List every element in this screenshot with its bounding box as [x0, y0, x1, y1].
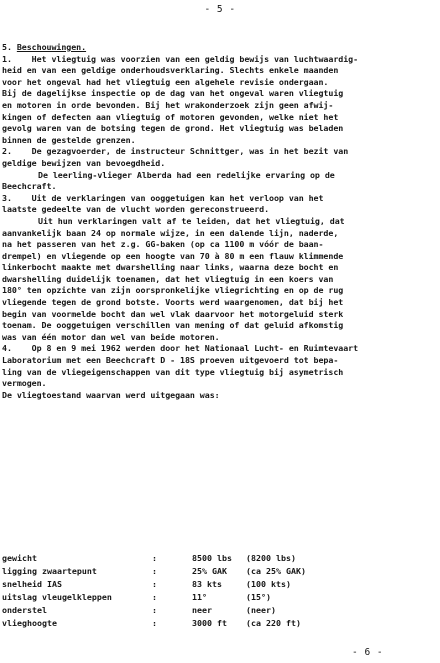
text-line: 2. De gezagvoerder, de instructeur Schnittger, was in het bezit van: [2, 146, 349, 157]
text-line: 180° ten opzichte van zijn oorspronkelijke vliegrichting en op de rug: [2, 285, 344, 296]
table-row: [2, 591, 438, 604]
text-line: en motoren in orde bevonden. Bij het wrakonderzoek zijn geen afwij-: [2, 99, 334, 110]
parameter-alt-value: (15°): [246, 592, 271, 602]
parameter-alt-value: (ca 25% GAK): [246, 566, 306, 576]
parameter-label: snelheid IAS: [2, 579, 62, 589]
parameter-label: onderstel: [2, 605, 47, 615]
section-title: Beschouwingen.: [16, 42, 87, 52]
text-line: vermogen.: [2, 378, 47, 389]
parameter-value: 8500 lbs: [192, 553, 232, 563]
text-line: Bij de dagelijkse inspectie op de dag van het ongeval waren vliegtuig: [2, 88, 344, 99]
text-line: geldige bewijzen van bevoegdheid.: [2, 157, 166, 168]
table-row: [2, 578, 438, 591]
text-line: De vliegtoestand waarvan werd uitgegaan was:: [2, 389, 220, 400]
parameter-label: vlieghoogte: [2, 618, 57, 628]
page-number-bottom: - 6 -: [352, 647, 384, 658]
table-row: [2, 617, 438, 630]
text-line: heid en van een geldige onderhoudsverklaring. Slechts enkele maanden: [2, 65, 339, 76]
flight-condition-table: [2, 552, 438, 630]
parameter-alt-value: (100 kts): [246, 579, 291, 589]
text-line: voor het ongeval had het vliegtuig een algehele revisie ondergaan.: [2, 76, 329, 87]
text-line: Beechcraft.: [2, 181, 57, 192]
text-line: was van één motor dan wel van beide motoren.: [2, 331, 220, 342]
report-body: [2, 42, 438, 401]
text-line: laatste gedeelte van de vlucht worden gereconstrueerd.: [2, 204, 270, 215]
parameter-alt-value: (ca 220 ft): [246, 618, 301, 628]
text-line: toenam. De ooggetuigen verschillen van mening of dat geluid afkomstig: [2, 320, 344, 331]
section-heading: [2, 42, 438, 54]
text-line: De leerling-vlieger Alberda had een redelijke ervaring op de: [38, 169, 335, 180]
table-row: [2, 565, 438, 578]
text-line: linkerbocht maakte met dwarshelling naar links, waarna deze bocht en: [2, 262, 339, 273]
page-number-top: - 5 -: [204, 4, 236, 15]
text-line: kingen of defecten aan vliegtuig of motoren gevonden, welke niet het: [2, 111, 339, 122]
text-line: begin van voormelde bocht dan wel vlak daarvoor het motorgeluid sterk: [2, 308, 344, 319]
parameter-alt-value: (neer): [246, 605, 276, 615]
separator: :: [152, 592, 157, 602]
text-line: 3. Uit de verklaringen van ooggetuigen kan het verloop van het: [2, 192, 324, 203]
separator: :: [152, 618, 157, 628]
separator: :: [152, 553, 157, 563]
parameter-value: 11°: [192, 592, 207, 602]
text-line: binnen de gestelde grenzen.: [2, 134, 136, 145]
parameter-label: ligging zwaartepunt: [2, 566, 97, 576]
parameter-label: uitslag vleugelkleppen: [2, 592, 112, 602]
text-line: ling van de vliegeigenschappen van dit type vliegtuig bij asymetrisch: [2, 366, 344, 377]
text-line: dwarshelling duidelijk toenamen, dat het vliegtuig in een koers van: [2, 273, 334, 284]
parameter-value: 3000 ft: [192, 618, 227, 628]
parameter-alt-value: (8200 lbs): [246, 553, 296, 563]
separator: :: [152, 579, 157, 589]
text-line: Uit hun verklaringen valt af te leiden, dat het vliegtuig, dat: [38, 215, 345, 226]
text-line: 4. Op 8 en 9 mei 1962 werden door het Nationaal Lucht- en Ruimtevaart: [2, 343, 359, 354]
text-line: vliegende tegen de grond botste. Voorts werd waargenomen, dat bij het: [2, 297, 344, 308]
parameter-value: 25% GAK: [192, 566, 227, 576]
text-line: na het passeren van het z.g. GG-baken (op ca 1100 m vóór de baan-: [2, 239, 324, 250]
table-row: [2, 604, 438, 617]
text-line: gevolg waren van de botsing tegen de grond. Het vliegtuig was beladen: [2, 123, 344, 134]
table-row: [2, 552, 438, 565]
parameter-label: gewicht: [2, 553, 37, 563]
text-line: 1. Het vliegtuig was voorzien van een geldig bewijs van luchtwaardig-: [2, 53, 359, 64]
text-line: drempel) en vliegende op een hoogte van 70 à 80 m een flauw klimmende: [2, 250, 344, 261]
separator: :: [152, 566, 157, 576]
text-line: aanvankelijk baan 24 op normale wijze, in een dalende lijn, naderde,: [2, 227, 339, 238]
separator: :: [152, 605, 157, 615]
paragraph-lines: [2, 54, 438, 402]
parameter-value: 83 kts: [192, 579, 222, 589]
section-number: 5.: [2, 42, 12, 52]
parameter-value: neer: [192, 605, 212, 615]
text-line: Laboratorium met een Beechcraft D - 18S proeven uitgevoerd tot bepa-: [2, 355, 339, 366]
